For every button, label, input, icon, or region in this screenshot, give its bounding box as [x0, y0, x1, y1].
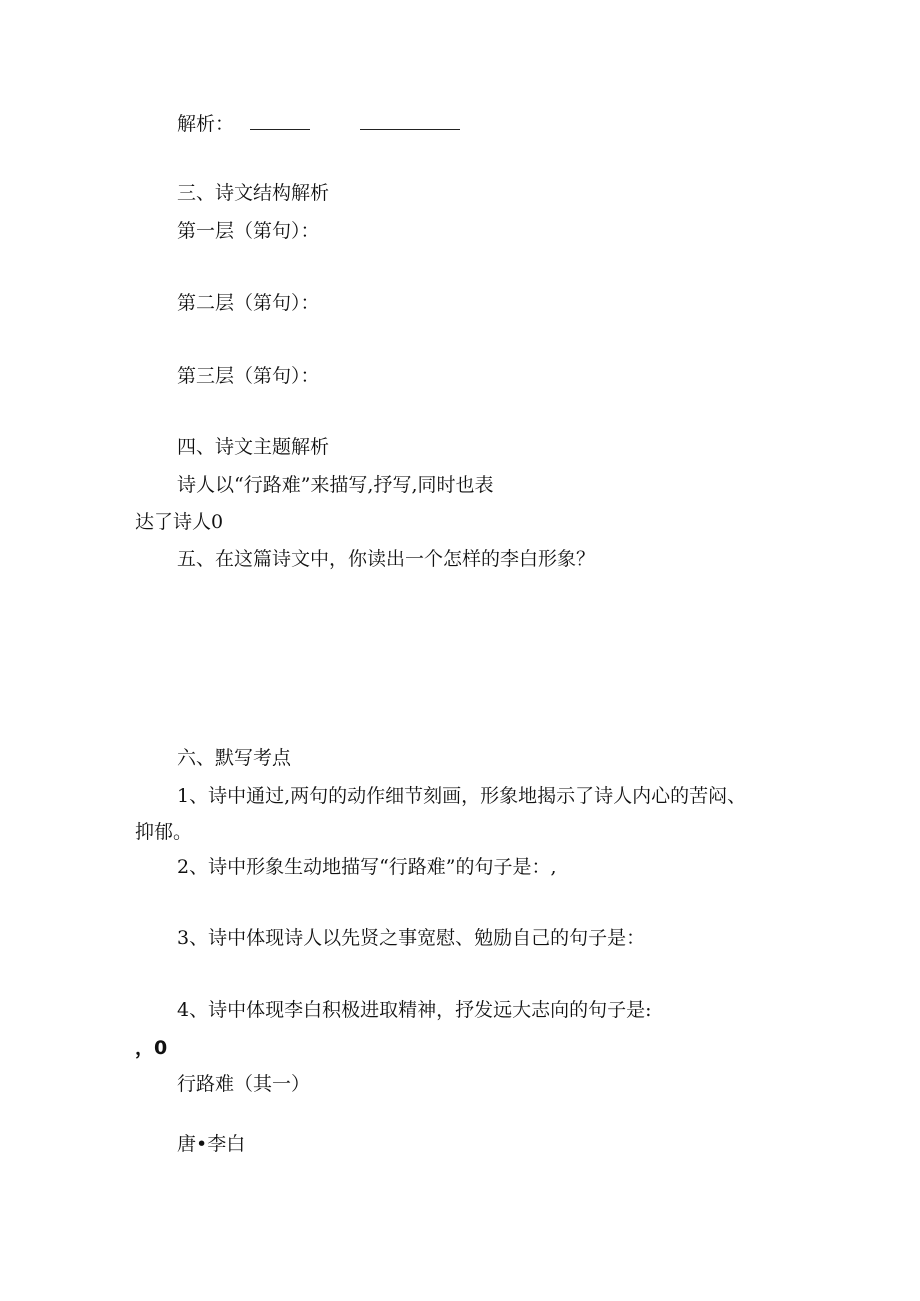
poem-author: 唐•李白 [177, 1133, 246, 1155]
section3-title: 三、诗文结构解析 [177, 182, 330, 204]
question-1-line-1: 1、诗中通过,两句的动作细节刻画，形象地揭示了诗人内心的苦闷、 [177, 785, 747, 807]
poem-title: 行路难（其一） [177, 1073, 311, 1095]
answer-blank-1[interactable] [250, 111, 310, 130]
question-4-line-1: 4、诗中体现李白积极进取精神，抒发远大志向的句子是: [177, 999, 652, 1021]
question-3: 3、诗中体现诗人以先贤之事宽慰、勉励自己的句子是： [177, 927, 646, 949]
layer3-line: 第三层（第句）： [177, 365, 320, 387]
section5-title: 五、在这篇诗文中，你读出一个怎样的李白形象？ [177, 548, 596, 570]
answer-blank-2[interactable] [360, 111, 460, 130]
layer1-line: 第一层（第句）： [177, 220, 320, 242]
section6-title: 六、默写考点 [177, 747, 292, 769]
question-1-line-2: 抑郁。 [135, 821, 193, 843]
analysis-line [177, 111, 460, 136]
question-2: 2、诗中形象生动地描写“行路难”的句子是：, [177, 856, 557, 878]
layer2-line: 第二层（第句）： [177, 292, 320, 314]
theme-line-1: 诗人以“行路难”来描写,抒写,同时也表 [177, 474, 494, 496]
question-4-line-2: ，0 [135, 1037, 168, 1059]
theme-line-2: 达了诗人0 [135, 511, 224, 533]
section4-title: 四、诗文主题解析 [177, 436, 330, 458]
analysis-label: 解析： [177, 113, 235, 135]
